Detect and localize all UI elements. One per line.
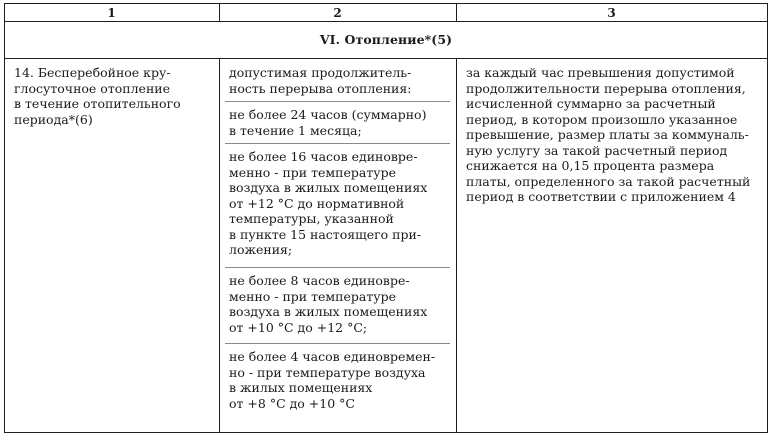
column-number-3: 3 <box>607 6 616 20</box>
requirement-separator <box>225 343 450 344</box>
requirement-block-4 <box>229 273 451 335</box>
service-line: глосуточное отопление <box>14 80 170 96</box>
column-number-1: 1 <box>107 6 116 20</box>
payment-line: превышение, размер платы за коммуналь- <box>466 127 749 142</box>
payment-line: период в соответствии с приложением 4 <box>466 189 736 204</box>
requirement-line: в течение 1 месяца; <box>229 122 362 138</box>
requirement-line: не более 8 часов единовре- <box>229 273 410 288</box>
body-divider-2 <box>456 58 457 432</box>
requirement-line: не более 4 часов единовремен- <box>229 349 436 364</box>
requirement-line: в жилых помещениях <box>229 380 373 395</box>
payment-line: период, в котором произошло указанное <box>466 111 738 127</box>
regulation-table <box>4 3 768 433</box>
payment-line: исчисленной суммарно за расчетный <box>466 96 716 111</box>
requirement-block-3 <box>229 149 451 258</box>
requirement-line: не более 24 часов (суммарно) <box>229 107 427 122</box>
requirement-line: допустимая продолжитель- <box>229 65 412 80</box>
requirement-line: ложения; <box>229 242 293 257</box>
requirement-line: от +10 °С до +12 °С; <box>229 319 368 335</box>
requirement-line: от +12 °С до нормативной <box>229 195 405 211</box>
requirement-block-5 <box>229 349 451 411</box>
payment-line: за каждый час превышения допустимой <box>466 65 735 80</box>
payment-line: платы, определенного за такой расчетный <box>466 173 751 189</box>
section-title: VI. Отопление*(5) <box>319 32 453 47</box>
requirement-line: менно - при температуре <box>229 288 397 304</box>
requirement-line: ность перерыва отопления: <box>229 80 412 96</box>
requirement-line: но - при температуре воздуха <box>229 364 426 380</box>
table-right-border <box>767 3 768 433</box>
payment-line: ную услугу за такой расчетный период <box>466 142 728 158</box>
requirement-separator <box>225 267 450 268</box>
service-line: 14. Бесперебойное кру- <box>14 65 171 80</box>
requirement-line: не более 16 часов единовре- <box>229 149 418 164</box>
payment-cell <box>466 65 762 205</box>
requirement-separator <box>225 101 450 102</box>
requirement-line: температуры, указанной <box>229 211 394 226</box>
header-bottom-border <box>4 21 768 22</box>
service-line: периода*(6) <box>14 111 93 127</box>
column-number-2: 2 <box>333 6 342 20</box>
payment-line: снижается на 0,15 процента размера <box>466 158 715 173</box>
requirement-line: в пункте 15 настоящего при- <box>229 226 422 242</box>
requirement-line: от +8 °С до +10 °С <box>229 395 355 411</box>
requirement-block-2 <box>229 107 451 138</box>
body-divider-1 <box>219 58 220 432</box>
requirement-line: менно - при температуре <box>229 164 397 180</box>
requirement-block-1 <box>229 65 451 96</box>
requirement-line: воздуха в жилых помещениях <box>229 304 428 319</box>
service-line: в течение отопительного <box>14 96 181 111</box>
section-bottom-border <box>4 58 768 59</box>
requirement-separator <box>225 143 450 144</box>
service-cell <box>14 65 214 127</box>
table-top-border <box>4 3 768 4</box>
requirement-line: воздуха в жилых помещениях <box>229 180 428 195</box>
table-left-border <box>4 3 5 433</box>
payment-line: продолжительности перерыва отопления, <box>466 80 746 96</box>
